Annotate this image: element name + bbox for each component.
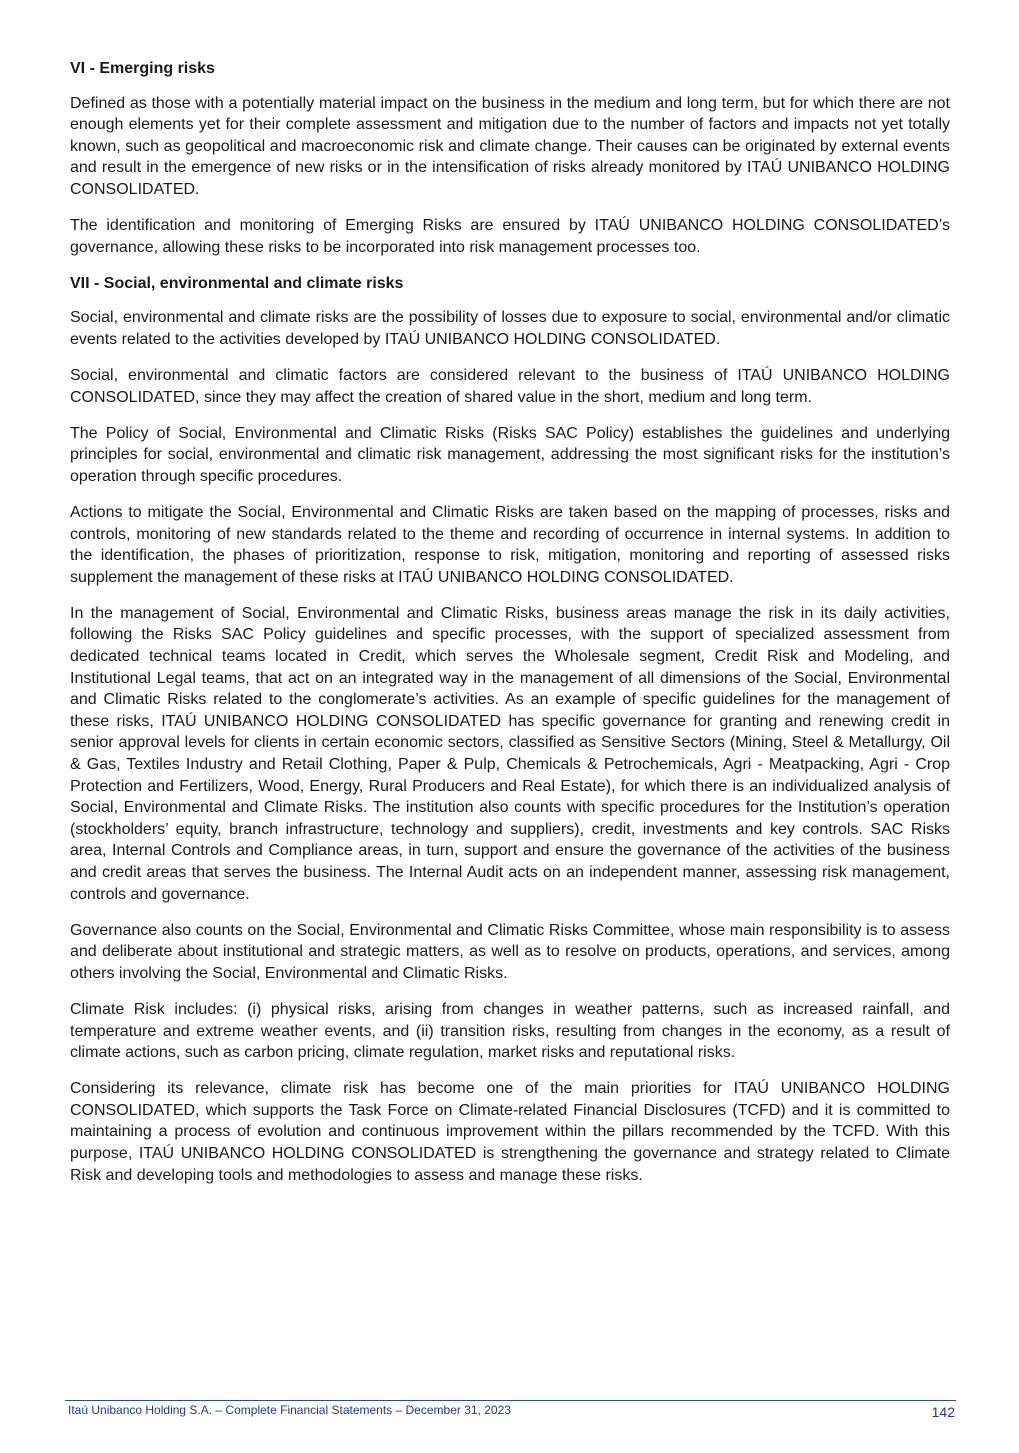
paragraph: Defined as those with a potentially material impact on the business in the medium and long term, but for which there are not enough elements yet for their complete assessment and mitigation due to the number of factors and impacts not yet totally known, such as geopolitical and macroeconomic risk and climate change. Their causes can be originated by external events and result in the emergence of new risks or in the intensification of risks already monitored by ITAÚ UNIBANCO HOLDING CONSOLIDATED. xyxy=(70,94,950,198)
footer-divider xyxy=(65,1400,956,1401)
footer-text: Itaú Unibanco Holding S.A. – Complete Financial Statements – December 31, 2023 xyxy=(68,1403,511,1417)
section-heading-social-environmental-climate-risks: VII - Social, environmental and climate risks xyxy=(70,274,404,292)
page-number: 142 xyxy=(931,1404,955,1420)
paragraph: Actions to mitigate the Social, Environmental and Climatic Risks are taken based on the mapping of processes, risks and controls, monitoring of new standards related to the theme and recording of occurrence in internal systems. In addition to the identification, the phases of prioritization, response to risk, mitigation, monitoring and reporting of assessed risks supplement the management of these risks at ITAÚ UNIBANCO HOLDING CONSOLIDATED. xyxy=(70,504,950,586)
paragraph: Governance also counts on the Social, Environmental and Climatic Risks Committee, whose main responsibility is to assess and deliberate about institutional and strategic matters, as well as to resolve on products, operations, and services, among others involving the Social, Environmental and Climatic Risks. xyxy=(70,921,950,982)
page-content xyxy=(70,58,950,1201)
paragraph: Social, environmental and climatic factors are considered relevant to the business of ITAÚ UNIBANCO HOLDING CONSOLIDATED, since they may affect the creation of shared value in the short, medium and long term. xyxy=(70,367,950,406)
paragraph: In the management of Social, Environmental and Climatic Risks, business areas manage the risk in its daily activities, following the Risks SAC Policy guidelines and specific processes, with the support of specialized assessment from dedicated technical teams located in Credit, which serves the Wholesale segment, Credit Risk and Modeling, and Institutional Legal teams, that act on an integrated way in the management of all dimensions of the Social, Environmental and Climatic Risks related to the conglomerate’s activities. As an example of specific guidelines for the management of these risks, ITAÚ UNIBANCO HOLDING CONSOLIDATED has specific governance for granting and renewing credit in senior approval levels for clients in certain economic sectors, classified as Sensitive Sectors (Mining, Steel & Metallurgy, Oil & Gas, Textiles Industry and Retail Clothing, Paper & Pulp, Chemicals & Petrochemicals, Agri - Meatpacking, Agri - Crop Protection and Fertilizers, Wood, Energy, Rural Producers and Real Estate), for which there is an individualized analysis of Social, Environmental and Climate Risks. The institution also counts with specific procedures for the Institution’s operation (stockholders’ equity, branch infrastructure, technology and suppliers), credit, investments and key controls. SAC Risks area, Internal Controls and Compliance areas, in turn, support and ensure the governance of the activities of the business and credit areas that serves the business. The Internal Audit acts on an independent manner, assessing risk management, controls and governance. xyxy=(70,604,950,903)
paragraph: Considering its relevance, climate risk has become one of the main priorities for ITAÚ UNIBANCO HOLDING CONSOLIDATED, which supports the Task Force on Climate-related Financial Disclosures (TCFD) and it is committed to maintaining a process of evolution and continuous improvement within the pillars recommended by the TCFD. With this purpose, ITAÚ UNIBANCO HOLDING CONSOLIDATED is strengthening the governance and strategy related to Climate Risk and developing tools and methodologies to assess and manage these risks. xyxy=(70,1080,950,1184)
paragraph: Climate Risk includes: (i) physical risks, arising from changes in weather patterns, such as increased rainfall, and temperature and extreme weather events, and (ii) transition risks, resulting from changes in the economy, as a result of climate actions, such as carbon pricing, climate regulation, market risks and reputational risks. xyxy=(70,1000,950,1062)
paragraph: The Policy of Social, Environmental and Climatic Risks (Risks SAC Policy) establishes the guidelines and underlying principles for social, environmental and climatic risk management, addressing the most significant risks for the institution’s operation through specific procedures. xyxy=(70,424,950,485)
paragraph: The identification and monitoring of Emerging Risks are ensured by ITAÚ UNIBANCO HOLDING CONSOLIDATED’s governance, allowing these risks to be incorporated into risk management processes too. xyxy=(70,217,950,256)
section-heading-emerging-risks: VI - Emerging risks xyxy=(70,60,215,77)
paragraph: Social, environmental and climate risks are the possibility of losses due to exposure to social, environmental and/or climatic events related to the activities developed by ITAÚ UNIBANCO HOLDING CONSOLIDATED. xyxy=(70,309,950,348)
